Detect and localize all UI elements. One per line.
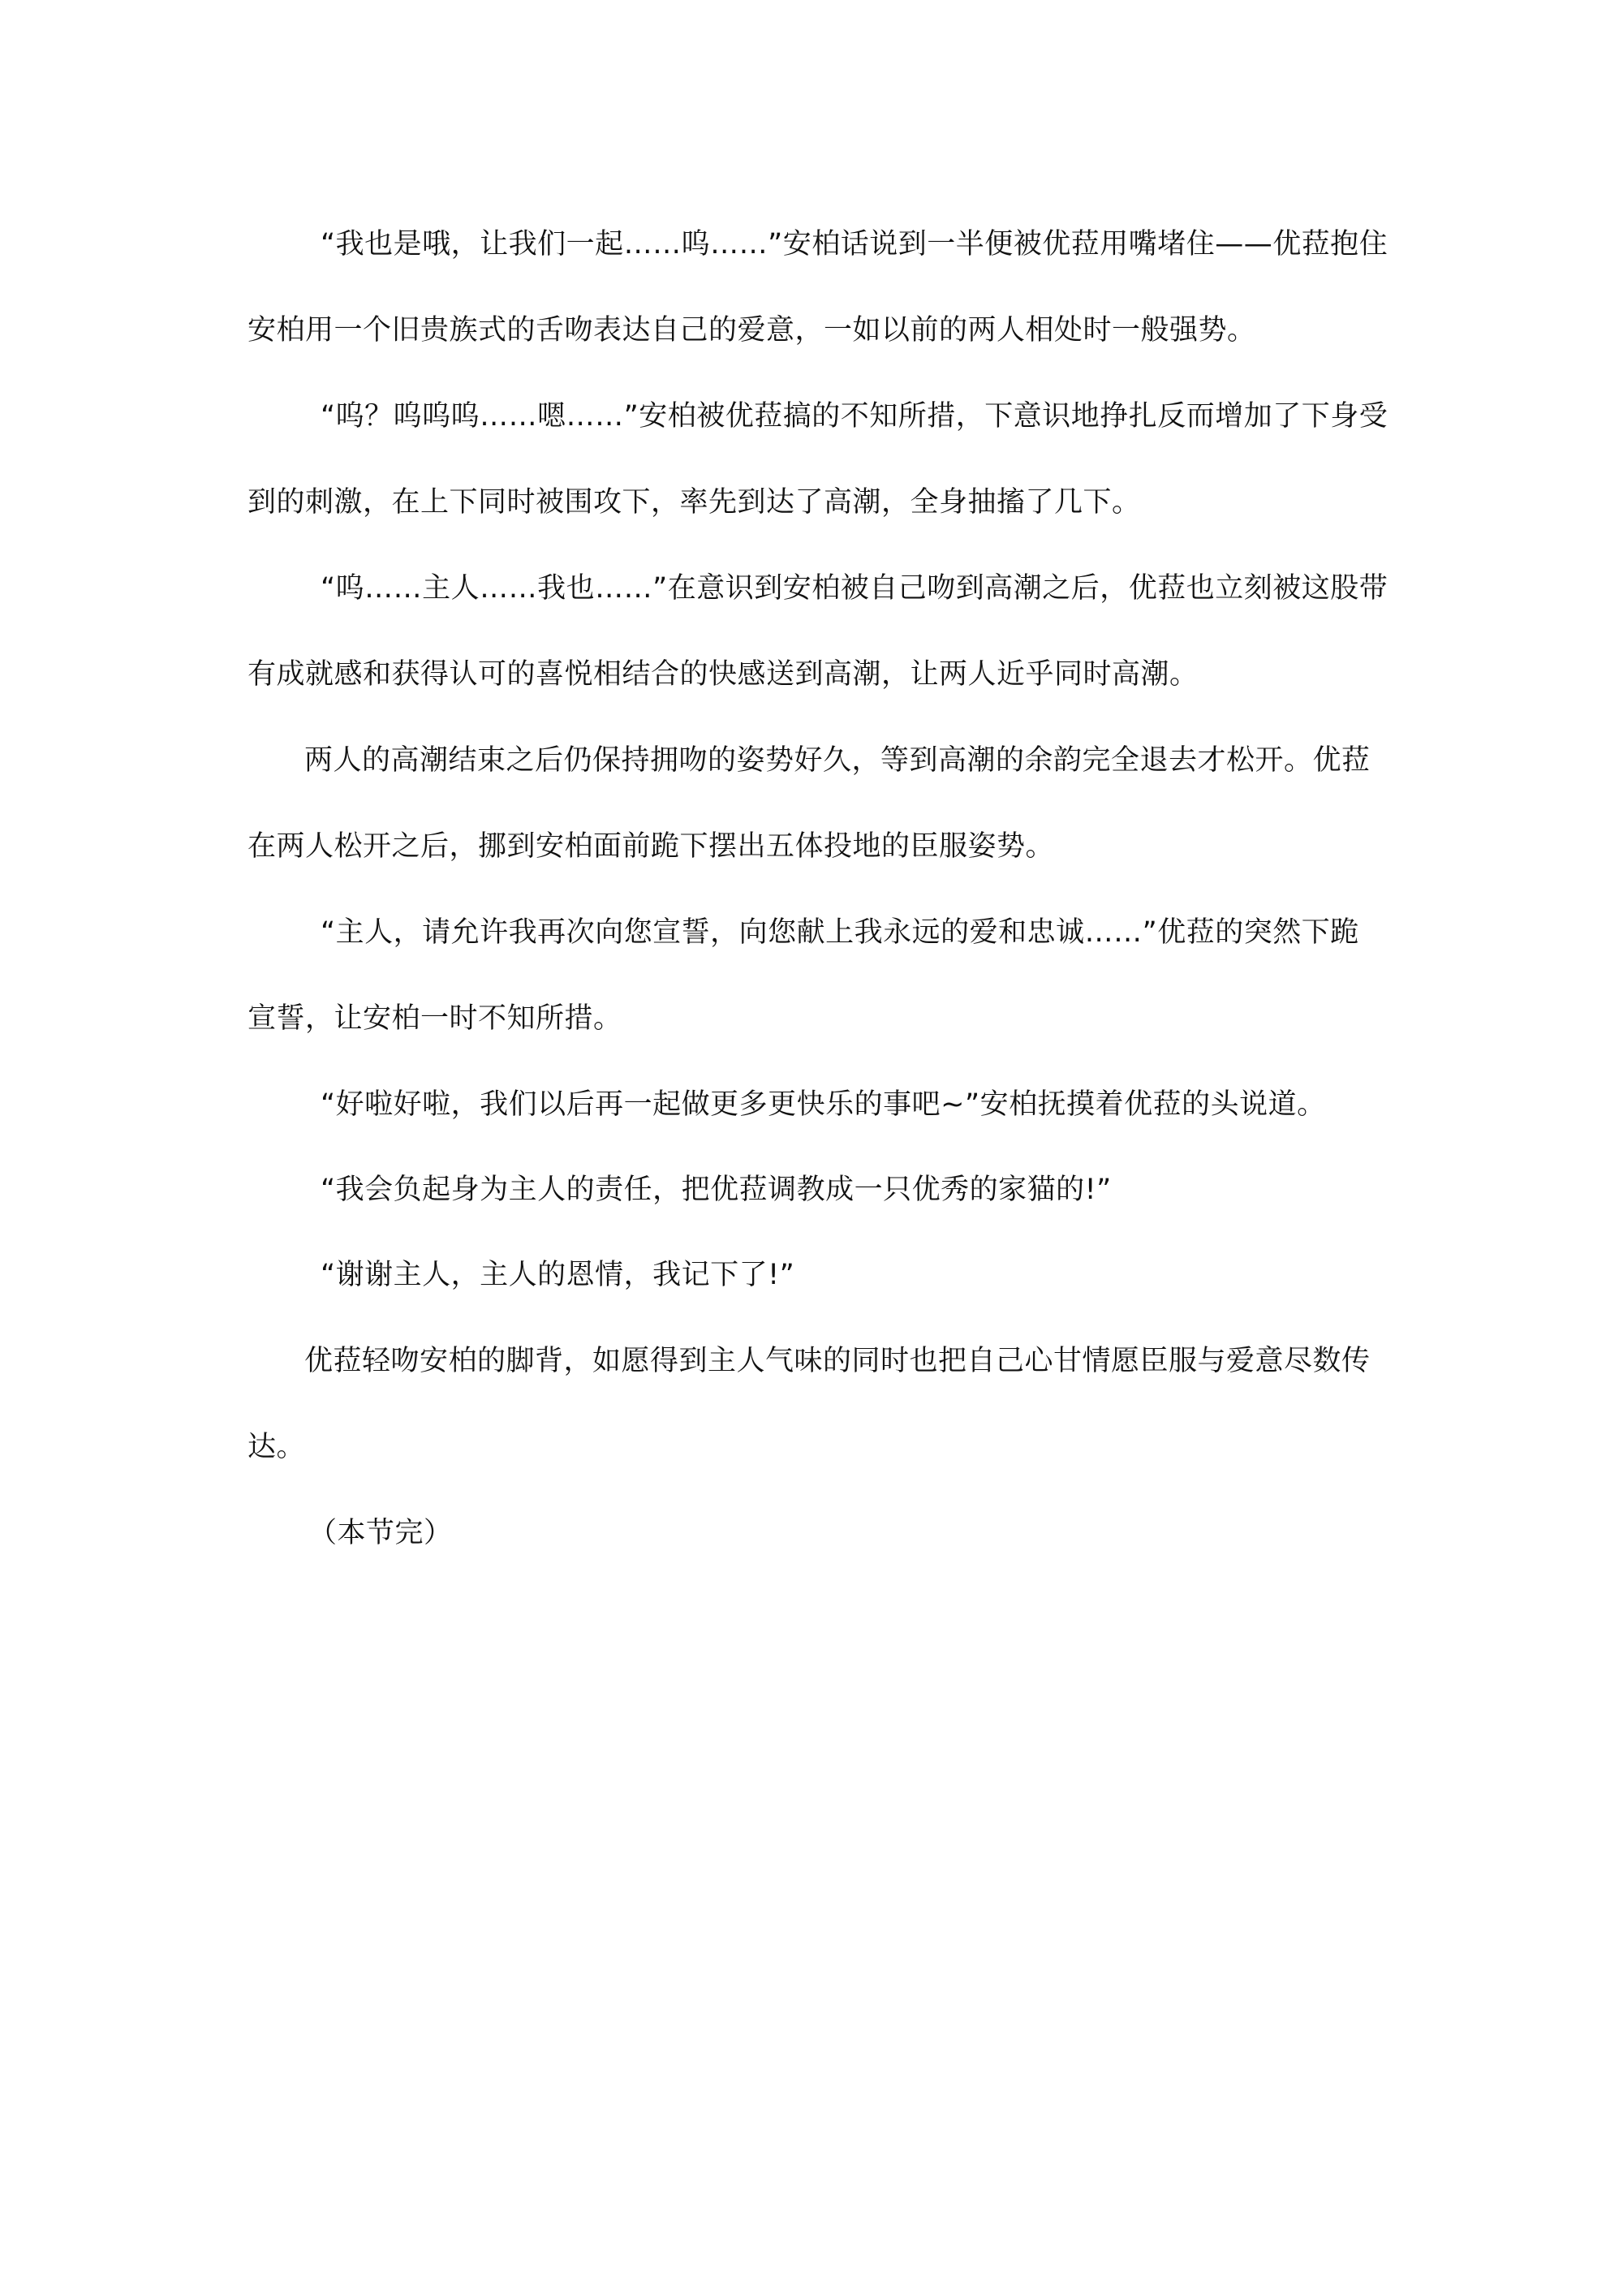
section-end-note: （本节完） [308, 1517, 453, 1549]
text-line: “我会负起身为主人的责任，把优菈调教成一只优秀的家猫的!” [321, 1174, 1112, 1206]
text-line: “呜……主人……我也……”在意识到安柏被自己吻到高潮之后，优菈也立刻被这股带 [321, 572, 1388, 605]
text-line: 宣誓，让安柏一时不知所措。 [248, 1002, 622, 1035]
text-line: 两人的高潮结束之后仍保持拥吻的姿势好久，等到高潮的余韵完全退去才松开。优菈 [304, 744, 1371, 777]
text-line: “谢谢主人，主人的恩情，我记下了!” [321, 1259, 795, 1291]
text-line: 达。 [248, 1431, 306, 1463]
text-line: 安柏用一个旧贵族式的舌吻表达自己的爱意，一如以前的两人相处时一般强势。 [248, 314, 1256, 347]
text-line: “好啦好啦，我们以后再一起做更多更快乐的事吧~”安柏抚摸着优菈的头说道。 [321, 1088, 1326, 1121]
text-line: “主人，请允许我再次向您宣誓，向您献上我永远的爱和忠诚……”优菈的突然下跪 [321, 916, 1359, 949]
text-line: 优菈轻吻安柏的脚背，如愿得到主人气味的同时也把自己心甘情愿臣服与爱意尽数传 [304, 1345, 1371, 1377]
text-line: “呜？呜呜呜……嗯……”安柏被优菈搞的不知所措，下意识地挣扎反而增加了下身受 [321, 400, 1388, 433]
text-line: “我也是哦，让我们一起……呜……”安柏话说到一半便被优菈用嘴堵住——优菈抱住 [321, 228, 1388, 261]
text-line: 在两人松开之后，挪到安柏面前跪下摆出五体投地的臣服姿势。 [248, 830, 1055, 863]
text-line: 有成就感和获得认可的喜悦相结合的快感送到高潮，让两人近乎同时高潮。 [248, 658, 1199, 691]
text-line: 到的刺激，在上下同时被围攻下，率先到达了高潮，全身抽搐了几下。 [248, 486, 1141, 519]
